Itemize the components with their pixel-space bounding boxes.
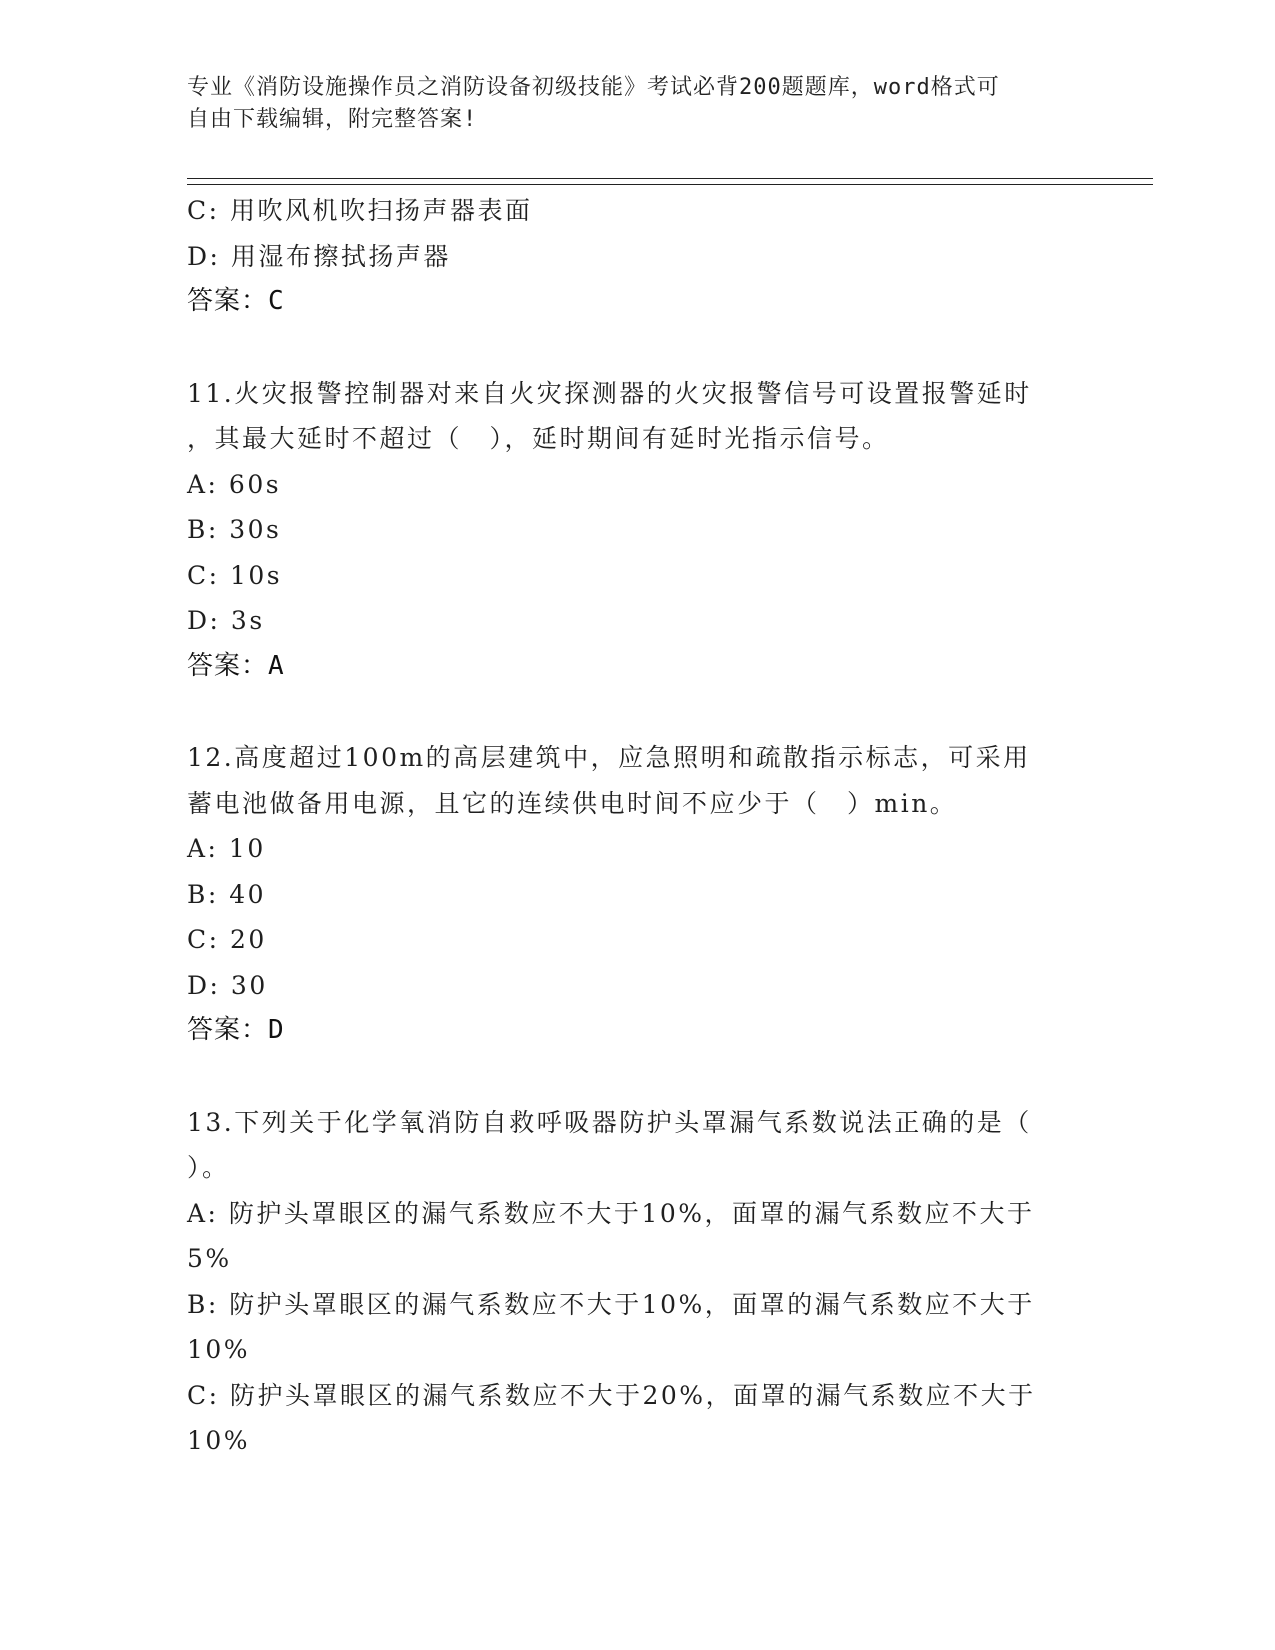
option-a-continuation: 5% [187,1244,232,1273]
question-stem-line: ，其最大延时不超过（ ），延时期间有延时光指示信号。 [187,424,890,453]
answer-line: 答案：D [187,1015,285,1045]
answer-line: 答案：A [187,650,285,681]
option-a: A: 60s [187,469,282,499]
question-13 [187,1100,1087,1464]
question-content [187,188,1087,1464]
question-10-continued [187,188,1087,325]
option-b: B: 40 [187,879,267,909]
option-d: D: 3s [187,606,265,635]
option-c: C: 20 [187,925,267,954]
option-c-continuation: 10% [187,1426,251,1455]
question-12 [187,735,1087,1054]
question-stem-line: 蓄电池做备用电源，且它的连续供电时间不应少于（ ）min。 [187,788,958,818]
question-stem-line: 13.下列关于化学氧消防自救呼吸器防护头罩漏气系数说法正确的是（ [187,1107,1032,1137]
option-c: C: 用吹风机吹扫扬声器表面 [187,196,533,225]
option-a: A: 防护头罩眼区的漏气系数应不大于10%，面罩的漏气系数应不大于 [187,1198,1035,1228]
header-line-1: 专业《消防设施操作员之消防设备初级技能》考试必背200题题库，word格式可 [187,75,1000,100]
option-b: B: 防护头罩眼区的漏气系数应不大于10%，面罩的漏气系数应不大于 [187,1289,1035,1319]
answer-line: 答案：C [187,286,285,316]
question-stem-line: 11.火灾报警控制器对来自火灾探测器的火灾报警信号可设置报警延时 [187,378,1032,408]
header-divider [187,178,1153,185]
option-c: C: 10s [187,560,283,590]
header-line-2: 自由下载编辑，附完整答案! [187,107,478,132]
option-d: D: 用湿布擦拭扬声器 [187,241,451,271]
option-a: A: 10 [187,834,266,863]
question-stem-line: 12.高度超过100m的高层建筑中，应急照明和疏散指示标志，可采用 [187,743,1031,772]
option-d: D: 30 [187,970,268,1000]
question-stem-line: ）。 [187,1153,230,1182]
option-b: B: 30s [187,515,282,544]
option-b-continuation: 10% [187,1335,251,1364]
document-header [187,72,1067,136]
question-11 [187,371,1087,690]
option-c: C: 防护头罩眼区的漏气系数应不大于20%，面罩的漏气系数应不大于 [187,1380,1036,1410]
